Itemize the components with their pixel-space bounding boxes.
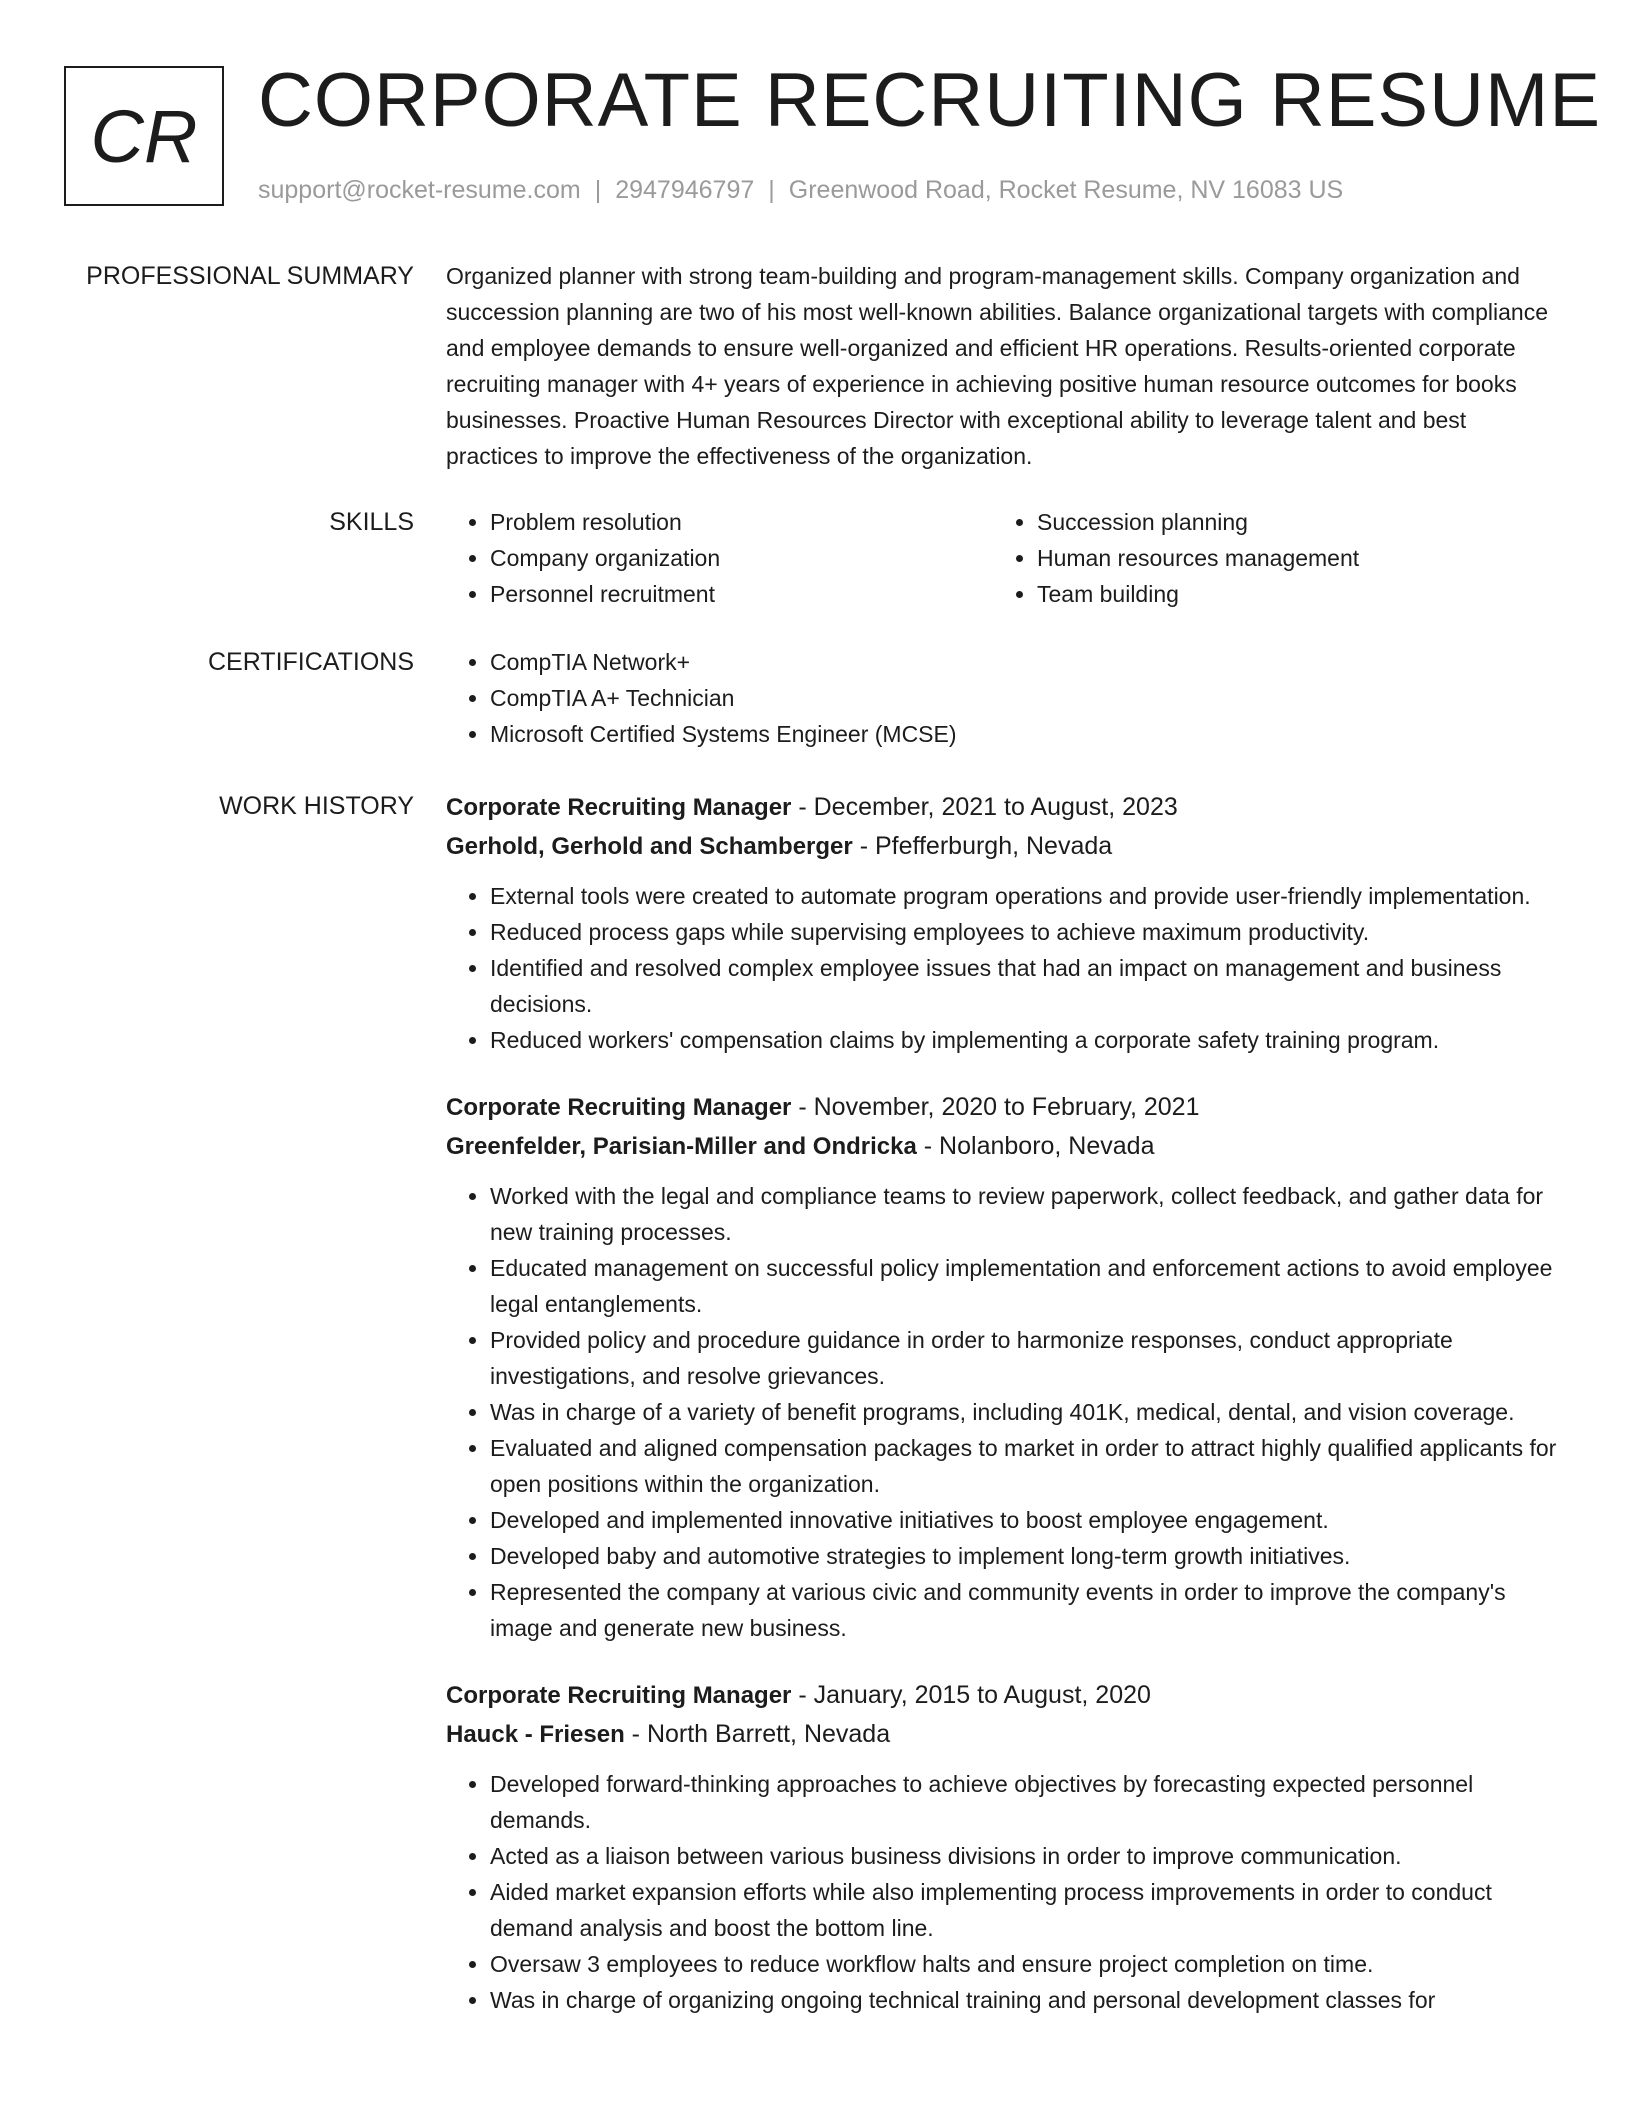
job-bullet: • Developed and implemented innovative initiatives to boost employee engagement. [490,1502,1564,1538]
job-bullet: • Acted as a liaison between various business divisions in order to improve communication. [490,1838,1564,1874]
monogram-badge [64,66,224,206]
job-bullet: • Developed baby and automotive strategies to implement long-term growth initiatives. [490,1538,1564,1574]
job-company-line [446,827,1564,866]
job-bullet: • Identified and resolved complex employee issues that had an impact on management and business decisions. [490,950,1564,1022]
job-bullet: • Was in charge of organizing ongoing technical training and personal development classes for [490,1982,1564,2018]
skills-column-2 [993,504,1540,612]
job-title: Corporate Recruiting Manager [446,1682,792,1709]
job-bullet: • Aided market expansion efforts while also implementing process improvements in order to conduct demand analysis and boost the bottom line. [490,1874,1564,1946]
job-bullet: • Oversaw 3 employees to reduce workflow halts and ensure project completion on time. [490,1946,1564,1982]
skill-item: • Personnel recruitment [490,576,993,612]
job-title: Corporate Recruiting Manager [446,1094,792,1121]
job-bullet: • Was in charge of a variety of benefit programs, including 401K, medical, dental, and vision coverage. [490,1394,1564,1430]
job-dates: - January, 2015 to August, 2020 [791,1681,1151,1709]
job-bullets [446,1178,1564,1646]
job-title-line [446,788,1564,827]
skill-item: • Succession planning [1037,504,1540,540]
job-company: Gerhold, Gerhold and Schamberger [446,833,853,860]
job-location: - North Barrett, Nevada [624,1720,891,1748]
contact-line [258,174,1343,206]
skill-item: • Human resources management [1037,540,1540,576]
certification-item: • CompTIA Network+ [490,644,1564,680]
summary-label: PROFESSIONAL SUMMARY [86,262,414,290]
certifications-list [446,644,1564,752]
certification-item: • Microsoft Certified Systems Engineer (MCSE) [490,716,1564,752]
job-bullets [446,1766,1564,2018]
skills-label: SKILLS [329,508,414,536]
contact-email: support@rocket-resume.com [258,176,581,204]
job-dates: - November, 2020 to February, 2021 [791,1093,1200,1121]
job-location: - Pfefferburgh, Nevada [852,832,1113,860]
job-bullet: • Provided policy and procedure guidance in order to harmonize responses, conduct appropriate investigations, and resolve grievances. [490,1322,1564,1394]
job-bullet: • Represented the company at various civic and community events in order to improve the company's image and generate new business. [490,1574,1564,1646]
work-history-content [446,788,1564,2048]
certifications-content [446,644,1564,752]
certification-item: • CompTIA A+ Technician [490,680,1564,716]
resume-title: CORPORATE RECRUITING RESUME [258,58,1602,143]
job-bullet: • Reduced process gaps while supervising employees to achieve maximum productivity. [490,914,1564,950]
job-title-line [446,1088,1564,1127]
job-company: Greenfelder, Parisian-Miller and Ondricka [446,1133,917,1160]
job-bullet: • External tools were created to automate program operations and provide user-friendly implementation. [490,878,1564,914]
job-entry [446,788,1564,1058]
job-bullet: • Reduced workers' compensation claims by implementing a corporate safety training program. [490,1022,1564,1058]
job-company-line [446,1127,1564,1166]
skills-content [446,504,1564,612]
summary-content [446,258,1564,474]
job-bullet: • Educated management on successful policy implementation and enforcement actions to avoid employee legal entanglements. [490,1250,1564,1322]
skill-item: • Problem resolution [490,504,993,540]
work-history-label: WORK HISTORY [219,792,414,820]
job-title-line [446,1676,1564,1715]
job-company: Hauck - Friesen [446,1721,625,1748]
job-bullet: • Evaluated and aligned compensation packages to market in order to attract highly qualified applicants for open positions within the organization. [490,1430,1564,1502]
contact-phone: 2947946797 [615,176,755,204]
skills-column-1 [446,504,993,612]
job-entry [446,1088,1564,1646]
job-dates: - December, 2021 to August, 2023 [791,793,1178,821]
contact-separator: | [594,176,602,204]
job-title: Corporate Recruiting Manager [446,794,792,821]
job-bullet: • Developed forward-thinking approaches to achieve objectives by forecasting expected personnel demands. [490,1766,1564,1838]
job-company-line [446,1715,1564,1754]
monogram-text: CR [90,94,198,178]
job-bullet: • Worked with the legal and compliance teams to review paperwork, collect feedback, and gather data for new training processes. [490,1178,1564,1250]
job-location: - Nolanboro, Nevada [916,1132,1155,1160]
skill-item: • Team building [1037,576,1540,612]
contact-address: Greenwood Road, Rocket Resume, NV 16083 US [788,176,1344,204]
skill-item: • Company organization [490,540,993,576]
summary-text: Organized planner with strong team-building and program-management skills. Company organization and succession planning are two of his most well-known abilities. Balance organizational targets with compliance and employee demands to ensure well-organized and efficient HR operations. Results-oriented corporate recruiting manager with 4+ years of experience in achieving positive human resource outcomes for books businesses. Proactive Human Resources Director with exceptional ability to leverage talent and best practices to improve the effectiveness of the organization. [446,263,1549,469]
certifications-label: CERTIFICATIONS [207,648,414,676]
job-entry [446,1676,1564,2018]
contact-separator: | [768,176,775,204]
job-bullets [446,878,1564,1058]
